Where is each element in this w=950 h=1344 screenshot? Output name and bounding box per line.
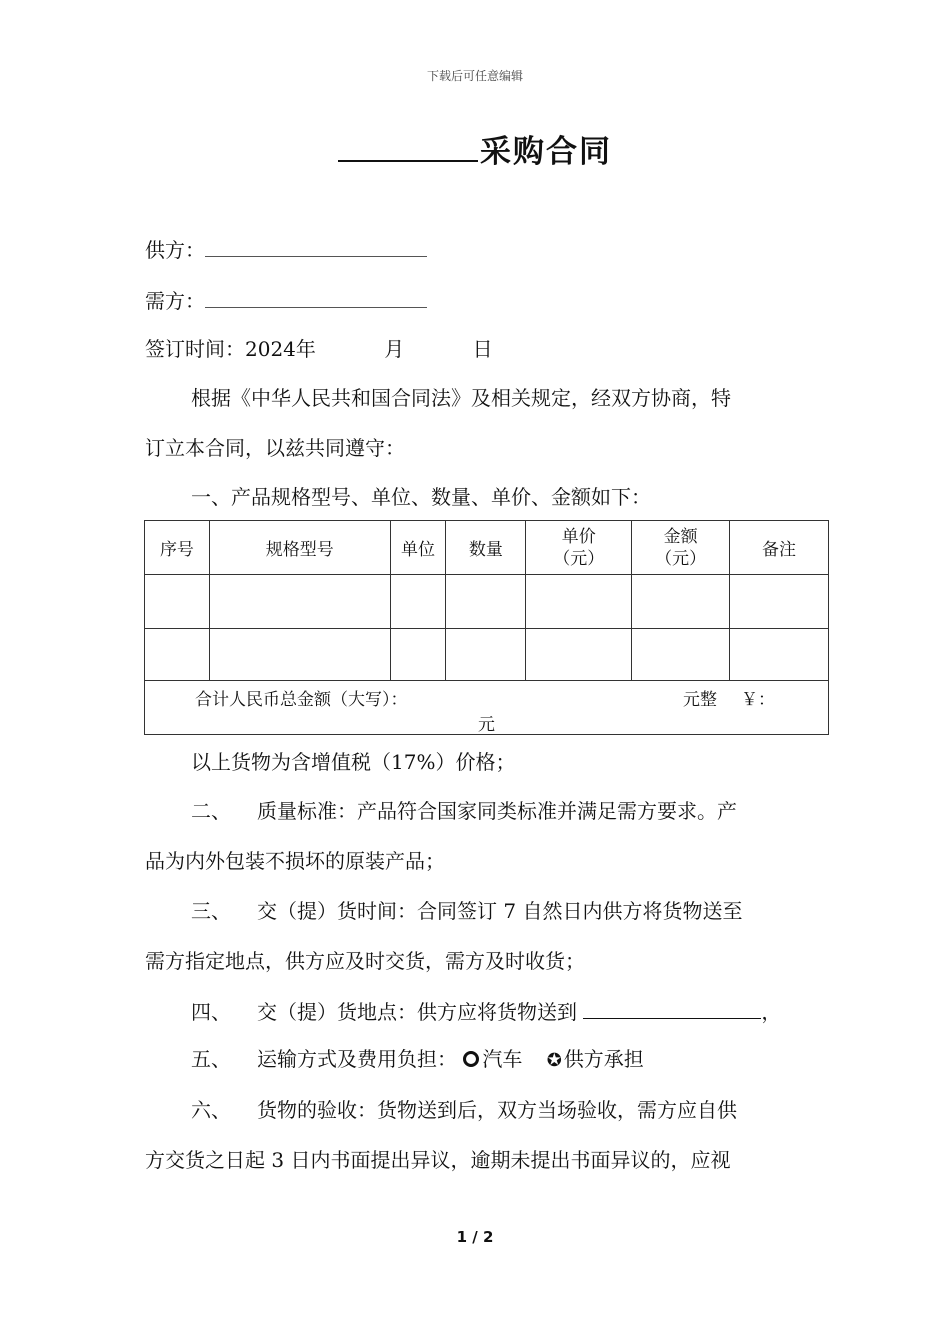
header-cell: 数量	[446, 521, 526, 575]
section-3-number: 三、	[191, 899, 231, 923]
supplier-blank	[205, 236, 427, 257]
page-header: 下载后可任意编辑	[426, 69, 523, 83]
sign-date-label: 签订时间：2024年	[145, 337, 316, 361]
table-cell[interactable]	[526, 575, 632, 629]
header-cell: 序号	[145, 521, 210, 575]
product-table	[144, 520, 829, 735]
table-total-row	[145, 681, 829, 735]
table-header-row	[145, 521, 829, 575]
table-cell[interactable]	[209, 629, 390, 681]
total-unit: 元	[478, 715, 495, 735]
title-text: 采购合同	[480, 134, 612, 170]
table-cell[interactable]	[390, 575, 446, 629]
header-cell-line: （元）	[553, 548, 605, 569]
header-cell: 规格型号	[209, 521, 390, 575]
contract-title	[0, 126, 950, 171]
table-cell[interactable]	[145, 629, 210, 681]
sign-date-month: 月	[384, 337, 405, 361]
header-cell	[526, 521, 632, 575]
section-6-text-a: 货物的验收：货物送到后，双方当场验收，需方应自供	[257, 1098, 737, 1122]
section-2-text-a: 质量标准：产品符合国家同类标准并满足需方要求。产	[257, 799, 737, 823]
delivery-address-blank	[583, 998, 761, 1019]
section-4-line	[191, 998, 781, 1024]
table-cell[interactable]	[632, 629, 730, 681]
section-4-number: 四、	[191, 1000, 231, 1024]
total-label: 合计人民币总金额（大写）：	[195, 690, 408, 710]
header-cell-line: 单价	[561, 526, 596, 547]
section-2-number: 二、	[191, 799, 231, 823]
sign-date-day: 日	[472, 337, 493, 361]
header-cell	[632, 521, 730, 575]
section-3-line-2: 需方指定地点，供方应及时交货，需方及时收货；	[145, 949, 585, 973]
section-5-number: 五、	[191, 1047, 231, 1071]
section-1-heading: 一、产品规格型号、单位、数量、单价、金额如下：	[191, 485, 651, 509]
section-5-line	[191, 1047, 644, 1073]
header-cell: 单位	[390, 521, 446, 575]
header-cell-line: （元）	[655, 548, 707, 569]
header-cell: 备注	[730, 521, 829, 575]
title-blank	[338, 132, 478, 162]
header-cell-line: 金额	[663, 526, 698, 547]
table-cell[interactable]	[390, 629, 446, 681]
vat-note: 以上货物为含增值税（17%）价格；	[191, 750, 516, 774]
table-cell[interactable]	[632, 575, 730, 629]
total-yuan-label: 元整	[683, 690, 717, 710]
supplier-label: 供方：	[145, 238, 205, 262]
table-row	[145, 629, 829, 681]
gear-icon: ✪	[546, 1050, 562, 1071]
buyer-line	[145, 287, 427, 313]
total-cell	[145, 681, 829, 735]
section-4-end: ，	[761, 1000, 782, 1024]
page-number: 1 / 2	[456, 1228, 494, 1246]
table-cell[interactable]	[730, 629, 829, 681]
table-cell[interactable]	[730, 575, 829, 629]
intro-line-2: 订立本合同，以兹共同遵守：	[145, 436, 405, 460]
buyer-blank	[205, 287, 427, 308]
radio-selected-icon[interactable]	[463, 1051, 479, 1067]
section-3-line-1	[191, 899, 742, 923]
table-cell[interactable]	[446, 575, 526, 629]
total-symbol: ￥：	[741, 690, 775, 710]
intro-line-1: 根据《中华人民共和国合同法》及相关规定，经双方协商，特	[191, 386, 731, 410]
table-cell[interactable]	[209, 575, 390, 629]
transport-option-supplier: 供方承担	[563, 1047, 644, 1071]
table-cell[interactable]	[145, 575, 210, 629]
sign-date-line	[145, 337, 493, 361]
section-6-line-1	[191, 1098, 737, 1122]
supplier-line	[145, 236, 427, 262]
transport-option-car: 汽车	[482, 1047, 523, 1071]
section-4-text: 交（提）货地点：供方应将货物送到	[257, 1000, 577, 1024]
table-cell[interactable]	[526, 629, 632, 681]
section-6-line-2: 方交货之日起 3 日内书面提出异议，逾期未提出书面异议的，应视	[145, 1148, 731, 1172]
buyer-label: 需方：	[145, 289, 205, 313]
table-row	[145, 575, 829, 629]
table-cell[interactable]	[446, 629, 526, 681]
section-2-line-1	[191, 799, 737, 823]
section-5-text: 运输方式及费用负担：	[257, 1047, 457, 1071]
section-6-number: 六、	[191, 1098, 231, 1122]
section-3-text-a: 交（提）货时间：合同签订 7 自然日内供方将货物送至	[257, 899, 743, 923]
section-2-line-2: 品为内外包装不损坏的原装产品；	[145, 849, 445, 873]
